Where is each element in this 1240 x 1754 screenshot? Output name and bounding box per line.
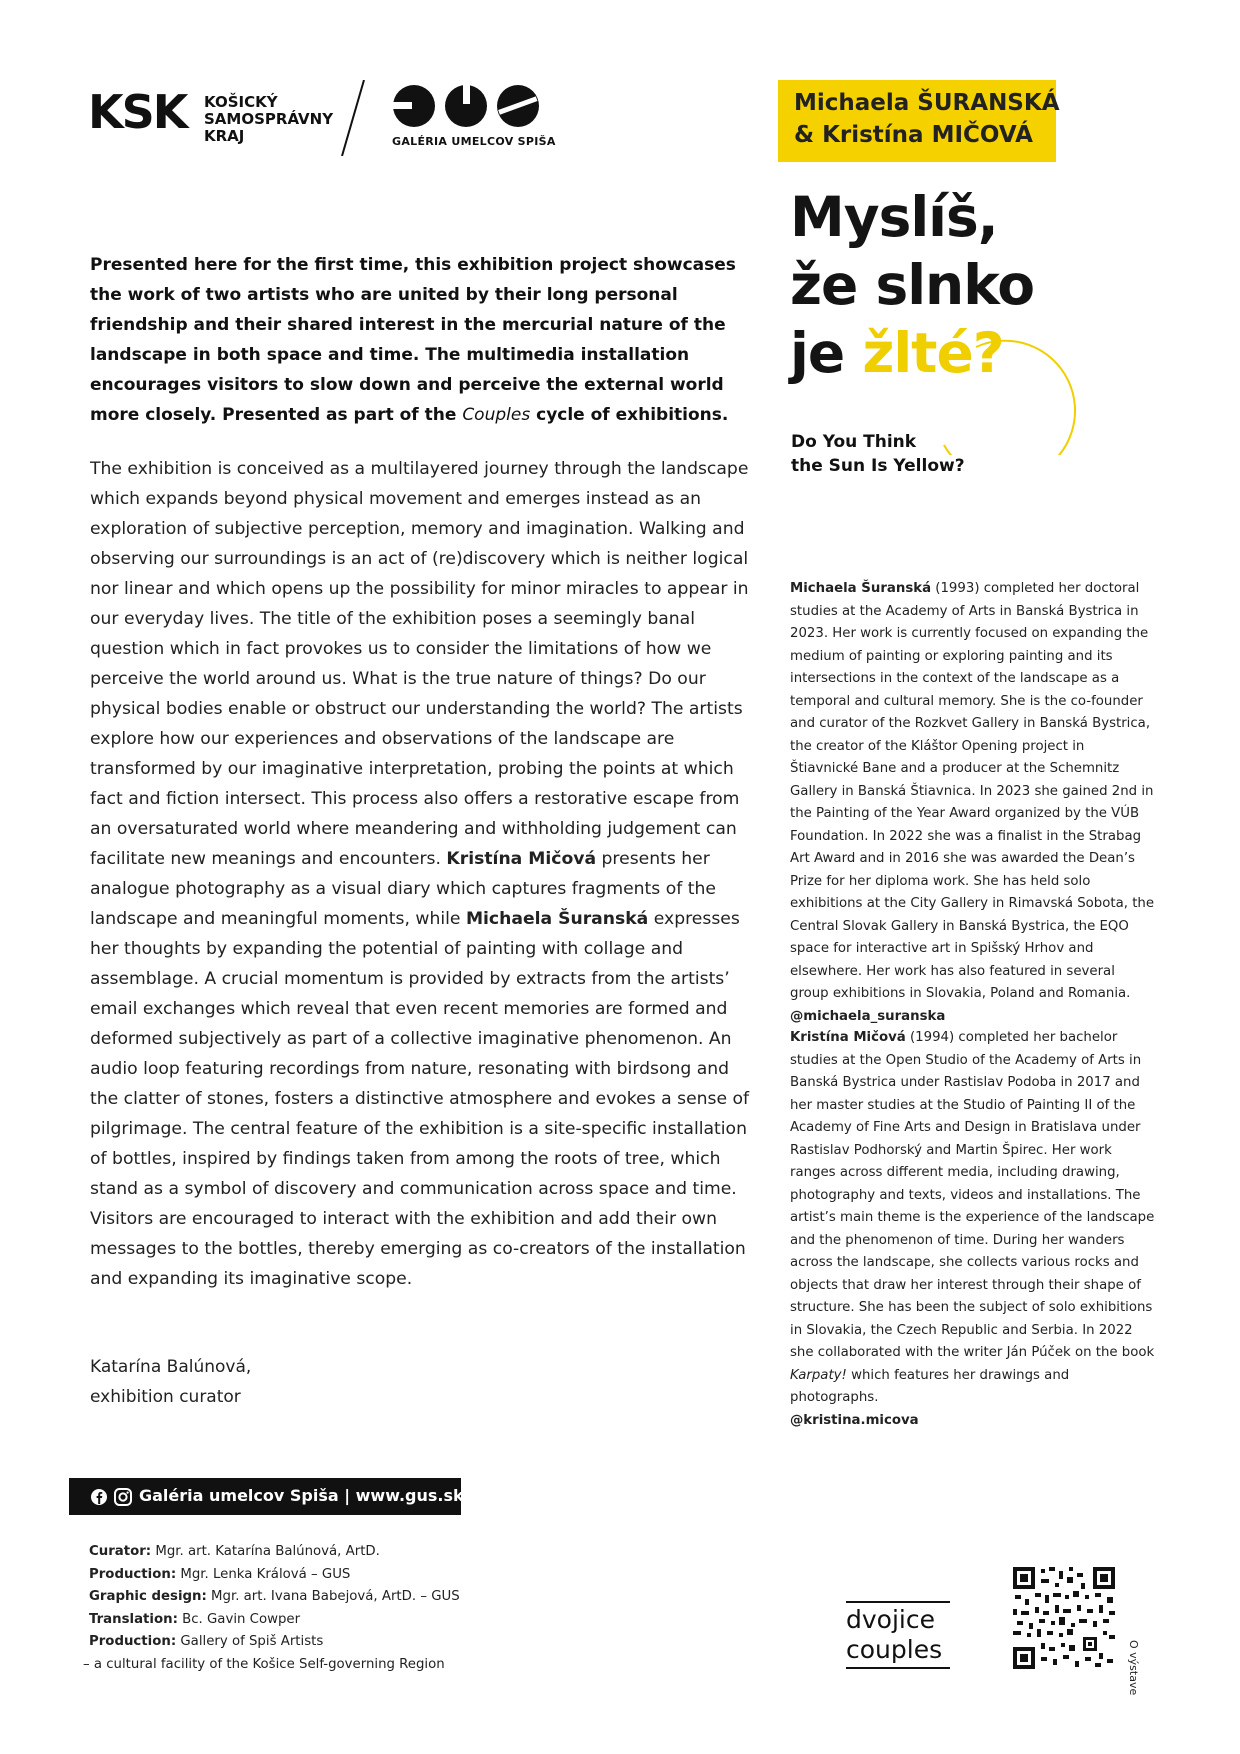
logo-divider [338,80,368,156]
credit-label: Production: [89,1566,177,1582]
body-part-2: presents her analogue photography as a visual diary which captures fragments of the landscape and meaningful moments, while [90,849,716,929]
bio-kristina-text-b: which features her drawings and photographs. [790,1367,1070,1405]
couples-rule-bottom [846,1667,950,1669]
gus-logo-text: GALÉRIA UMELCOV SPIŠA [392,135,556,148]
subtitle-line-1: Do You Think [791,432,917,452]
credit-row [89,1586,460,1609]
instagram-icon [115,1489,131,1505]
ksk-logo-text [204,94,333,145]
body-part-3: expresses her thoughts by expanding the potential of painting with collage and assemblage. A crucial momentum is provided by extracts from the artists’ email exchanges which reveal that even recent memories are formed and deformed subjectively as part of a collective imaginative phenomenon. An audio loop featuring recordings from nature, resonating with birdsong and the clatter of stones, fosters a distinctive atmosphere and evokes a sense of pilgrimage. The central feature of the exhibition is a site-specific installation of bottles, inspired by findings taken from among the roots of tree, which stand as a symbol of discovery and communication across space and time. Visitors are encouraged to interact with the exhibition and add their own messages to the bottles, thereby emerging as co-creators of the installation and expanding its imaginative scope. [90,909,750,1289]
bio-kristina-book: Karpaty! [790,1367,847,1383]
body-name-kristina: Kristína Mičová [446,849,597,869]
credits [83,1541,460,1676]
bio-kristina-handle[interactable]: @kristina.micova [790,1412,919,1428]
ksk-line-2: SAMOSPRÁVNY [204,110,334,128]
subtitle-line-2: the Sun Is Yellow? [791,456,965,476]
exhibition-subtitle [791,430,965,478]
couples-logo [846,1605,942,1665]
title-line-1: Myslíš, [790,185,998,249]
social-icons [91,1488,133,1506]
artists-line-1: Michaela ŠURANSKÁ [794,90,1060,116]
credit-last-line: – a cultural facility of the Košice Self-governing Region [83,1656,445,1672]
lead-text-b: cycle of exhibitions. [530,405,729,425]
gallery-link-text: Galéria umelcov Spiša | www.gus.sk [139,1486,464,1505]
signature-name: Katarína Balúnová, [90,1357,252,1377]
lead-text-italic: Couples [462,405,531,425]
title-line-2: že slnko [790,253,1035,317]
lead-paragraph [90,250,740,430]
signature-role: exhibition curator [90,1387,241,1407]
body-name-michaela: Michaela Šuranská [465,909,649,929]
lead-text-a: Presented here for the first time, this exhibition project showcases the work of two artists who are united by their long personal friendship and their shared interest in the mercurial nature of the landscape in both space and time. The multimedia installation encourages visitors to slow down and perceive the external world more closely. Presented as part of the [90,255,736,425]
bio-michaela-handle[interactable]: @michaela_suranska [790,1008,946,1024]
title-line-3-a: je [790,321,863,385]
qr-code-icon[interactable] [1011,1565,1117,1671]
bio-kristina [790,1027,1155,1432]
couples-line-2: couples [846,1635,943,1664]
credit-row [89,1609,460,1632]
credit-row [89,1541,460,1564]
credit-label: Production: [89,1634,177,1649]
credit-value: Bc. Gavin Cowper [177,1611,301,1627]
couples-rule-top [846,1601,950,1603]
artists-line-2: & Kristína MIČOVÁ [794,122,1033,148]
curator-signature [90,1352,251,1412]
ksk-line-1: KOŠICKÝ [204,93,278,111]
credit-row [89,1631,460,1654]
ksk-line-3: KRAJ [204,127,245,145]
credit-row [89,1564,460,1587]
bio-kristina-text-a: (1994) completed her bachelor studies at the Open Studio of the Academy of Arts in Banská Bystrica under Rastislav Podoba in 2017 and her master studies at the Studio of Painting II of the Academy of Fine Arts and Design in Bratislava under Rastislav Podhorský and Martin Špirec. Her work ranges across different media, including drawing, photography and texts, videos and installations. The artist’s main theme is the experience of the landscape and the phenomenon of time. During her wanders across the landscape, she collects various rocks and objects that draw her interest through their shape of structure. She has been the subject of solo exhibitions in Slovakia, the Czech Republic and Serbia. In 2022 she collaborated with the writer Ján Púček on the book [790,1030,1155,1360]
credit-value: Mgr. art. Ivana Babejová, ArtD. – GUS [206,1589,460,1604]
gus-logo-icon [392,84,542,130]
credit-value: Gallery of Spiš Artists [176,1634,324,1649]
artists-banner [778,80,1060,162]
credit-label: Graphic design: [89,1589,207,1604]
ksk-logo-mark: KSK [88,85,187,139]
bio-michaela-text: (1993) completed her doctoral studies at the Academy of Arts in Banská Bystrica in 2023. Her work is currently focused on expanding the medium of painting or exploring painting and its intersections in the context of the landscape as a temporal and cultural memory. She is the co-founder and curator of the Rozkvet Gallery in Banská Bystrica, the creator of the Kláštor Opening project in Štiavnické Bane and a producer at the Schemnitz Gallery in Banská Štiavnica. In 2023 she gained 2nd in the Painting of the Year Award organized by the VÚB Foundation. In 2022 she was a finalist in the Strabag Art Award and in 2016 she was awarded the Dean’s Prize for her diploma work. She has held solo exhibitions at the City Gallery in Rimavská Sobota, the Central Slovak Gallery in Banská Bystrica, the EQO space for interactive art in Spišský Hrhov and elsewhere. Her work has also featured in several group exhibitions in Slovakia, Poland and Romania. [790,581,1155,1001]
credit-value: Mgr. art. Katarína Balúnová, ArtD. [151,1544,380,1559]
body-part-1: The exhibition is conceived as a multilayered journey through the landscape which expands beyond physical movement and emerges instead as an exploration of subjective perception, memory and imagination. Walking and observing our surroundings is an act of (re)discovery which is neither logical nor linear and which opens up the possibility for minor miracles to appear in our everyday lives. The title of the exhibition poses a seemingly banal question which in fact provokes us to consider the limitations of how we perceive the world around us. What is the true nature of things? Do our physical bodies enable or obstruct our understanding the world? The artists explore how our experiences and observations of the landscape are transformed by our imaginative interpretation, probing the points at which fact and fiction intersect. This process also offers a restorative escape from an oversaturated world where meandering and withholding judgement can facilitate new meanings and encounters. [90,459,749,869]
credit-value: Mgr. Lenka Králová – GUS [176,1566,351,1582]
bio-kristina-name: Kristína Mičová [790,1030,906,1045]
facebook-icon [91,1489,107,1505]
bio-michaela-name: Michaela Šuranská [790,581,932,596]
bio-michaela [790,578,1155,1028]
title-line-3-highlight: žlté? [862,321,1004,385]
credit-label: Curator: [89,1544,152,1559]
gallery-link-bar[interactable] [69,1478,464,1515]
qr-label: O výstave [1127,1640,1140,1696]
credit-label: Translation: [89,1611,178,1627]
body-paragraph [90,454,750,1294]
couples-line-1: dvojice [846,1605,935,1634]
